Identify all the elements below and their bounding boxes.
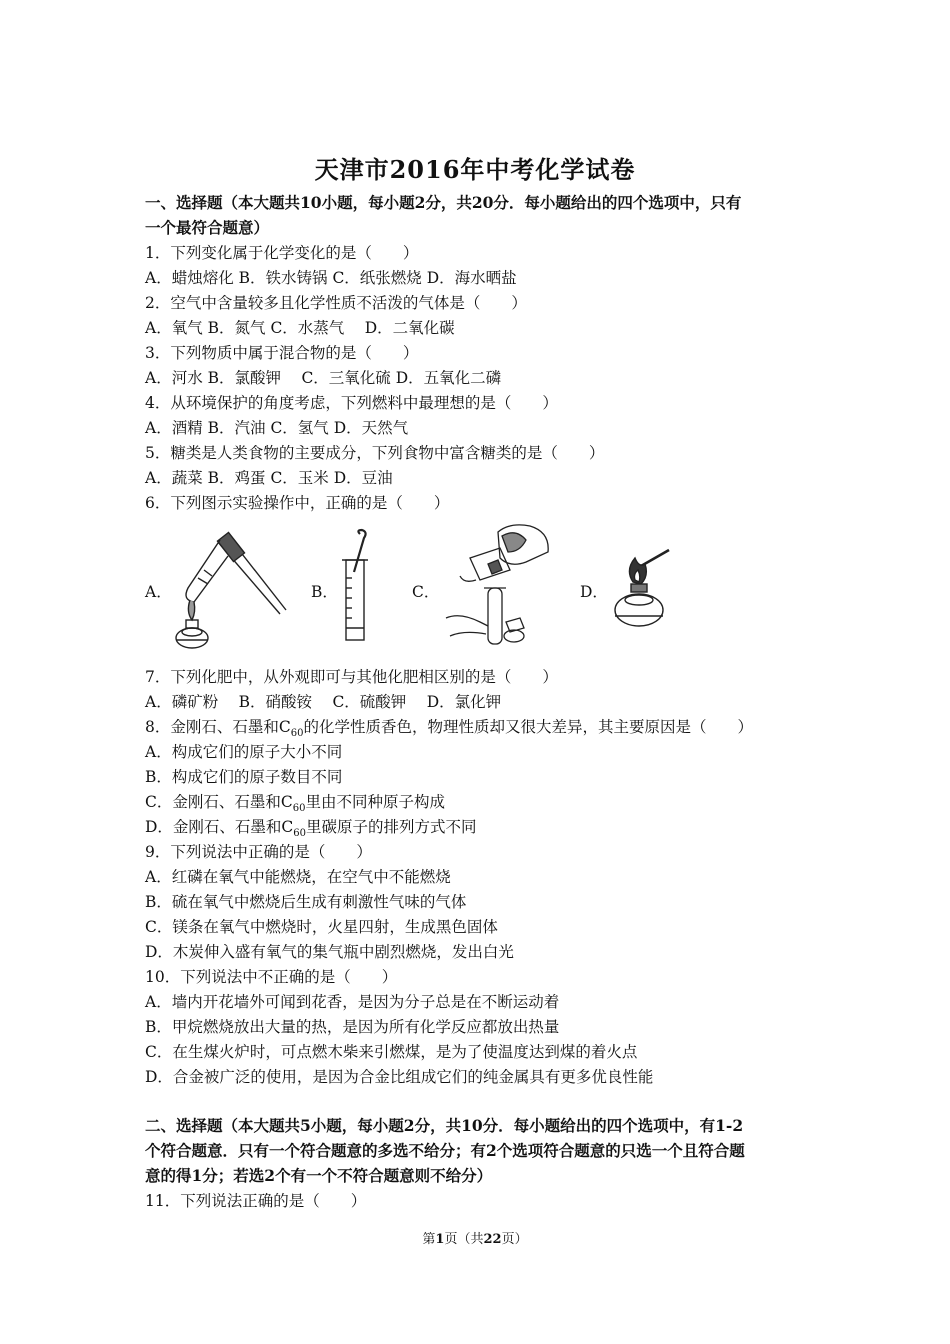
q6-label-c: C． xyxy=(412,583,440,601)
q5-options: A．蔬菜 B．鸡蛋 C．玉米 D．豆油 xyxy=(145,469,393,487)
section2-heading-line3: 意的得1分；若选2个有一个不符合题意则不给分） xyxy=(145,1166,493,1185)
page-title: 天津市2016年中考化学试卷 xyxy=(314,155,636,184)
q6-label-d: D． xyxy=(580,583,608,601)
q8-option-b: B．构成它们的原子数目不同 xyxy=(145,768,343,786)
q7-options: A．磷矿粉 B．硝酸铵 C．硫酸钾 D．氯化钾 xyxy=(145,693,502,711)
q9-option-c: C．镁条在氧气中燃烧时，火星四射，生成黑色固体 xyxy=(145,918,498,936)
q9-option-b: B．硫在氧气中燃烧后生成有刺激性气味的气体 xyxy=(145,893,467,911)
q9-option-d: D．木炭伸入盛有氧气的集气瓶中剧烈燃烧，发出白光 xyxy=(145,943,514,961)
q5-stem: 5．糖类是人类食物的主要成分，下列食物中富含糖类的是（ ） xyxy=(145,444,605,462)
q3-stem: 3．下列物质中属于混合物的是（ ） xyxy=(145,344,419,362)
footer-page-number: 1 xyxy=(435,1232,445,1247)
q1-options: A．蜡烛熔化 B．铁水铸锅 C．纸张燃烧 D．海水晒盐 xyxy=(145,269,517,287)
q8-option-a: A．构成它们的原子大小不同 xyxy=(145,743,343,761)
q6-stem: 6．下列图示实验操作中，正确的是（ ） xyxy=(145,494,450,512)
q4-stem: 4．从环境保护的角度考虑，下列燃料中最理想的是（ ） xyxy=(145,394,558,412)
section1-heading-line1: 一、选择题（本大题共10小题，每小题2分，共20分．每小题给出的四个选项中，只有 xyxy=(145,193,742,212)
section2-heading-line2: 个符合题意．只有一个符合题意的多选不给分；有2个选项符合题意的只选一个且符合题 xyxy=(145,1141,745,1160)
section2-heading-line1: 二、选择题（本大题共5小题，每小题2分，共10分．每小题给出的四个选项中，有1-2 xyxy=(145,1116,744,1135)
q8-option-c-subscript: 60 xyxy=(292,803,306,815)
figure-c-pouring-liquid xyxy=(440,518,555,654)
q11-stem: 11．下列说法正确的是（ ） xyxy=(145,1192,367,1210)
q10-option-a: A．墙内开花墙外可闻到花香，是因为分子总是在不断运动着 xyxy=(145,993,560,1011)
q6-label-a: A． xyxy=(145,583,172,601)
q7-stem: 7．下列化肥中，从外观即可与其他化肥相区别的是（ ） xyxy=(145,668,558,686)
footer-total-pages: 22 xyxy=(483,1232,502,1247)
q8-option-d-subscript: 60 xyxy=(293,828,307,840)
q2-options: A．氧气 B．氮气 C．水蒸气 D．二氧化碳 xyxy=(145,319,455,337)
q10-stem: 10．下列说法中不正确的是（ ） xyxy=(145,968,398,986)
q6-label-b: B． xyxy=(311,583,338,601)
figure-a-heating-test-tube xyxy=(168,528,290,652)
q2-stem: 2．空气中含量较多且化学性质不活泼的气体是（ ） xyxy=(145,294,527,312)
q10-option-b: B．甲烷燃烧放出大量的热，是因为所有化学反应都放出热量 xyxy=(145,1018,560,1036)
q4-options: A．酒精 B．汽油 C．氢气 D．天然气 xyxy=(145,419,409,437)
q8-stem-subscript: 60 xyxy=(290,728,304,740)
q1-stem: 1．下列变化属于化学变化的是（ ） xyxy=(145,244,419,262)
figure-d-lighting-alcohol-lamp xyxy=(605,544,671,632)
section1-heading-line2: 一个最符合题意） xyxy=(145,218,270,237)
q8-option-c: C．金刚石、石墨和$C_{60}$里由不同种原子构成 xyxy=(145,793,445,815)
q9-stem: 9．下列说法中正确的是（ ） xyxy=(145,843,372,861)
q8-option-d: D．金刚石、石墨和$C_{60}$里碳原子的排列方式不同 xyxy=(145,818,477,840)
q9-option-a: A．红磷在氧气中能燃烧，在空气中不能燃烧 xyxy=(145,868,451,886)
figure-b-measuring-cylinder xyxy=(332,528,382,646)
q3-options: A．河水 B．氯酸钾 C．三氧化硫 D．五氧化二磷 xyxy=(145,369,502,387)
page-footer: 第1页（共22页） xyxy=(422,1232,528,1247)
q10-option-d: D．合金被广泛的使用，是因为合金比组成它们的纯金属具有更多优良性能 xyxy=(145,1068,654,1086)
q10-option-c: C．在生煤火炉时，可点燃木柴来引燃煤，是为了使温度达到煤的着火点 xyxy=(145,1043,638,1061)
q8-stem: 8．金刚石、石墨和$C_{60}$的化学性质香色，物理性质却又很大差异，其主要原因是（ ） xyxy=(145,718,753,740)
